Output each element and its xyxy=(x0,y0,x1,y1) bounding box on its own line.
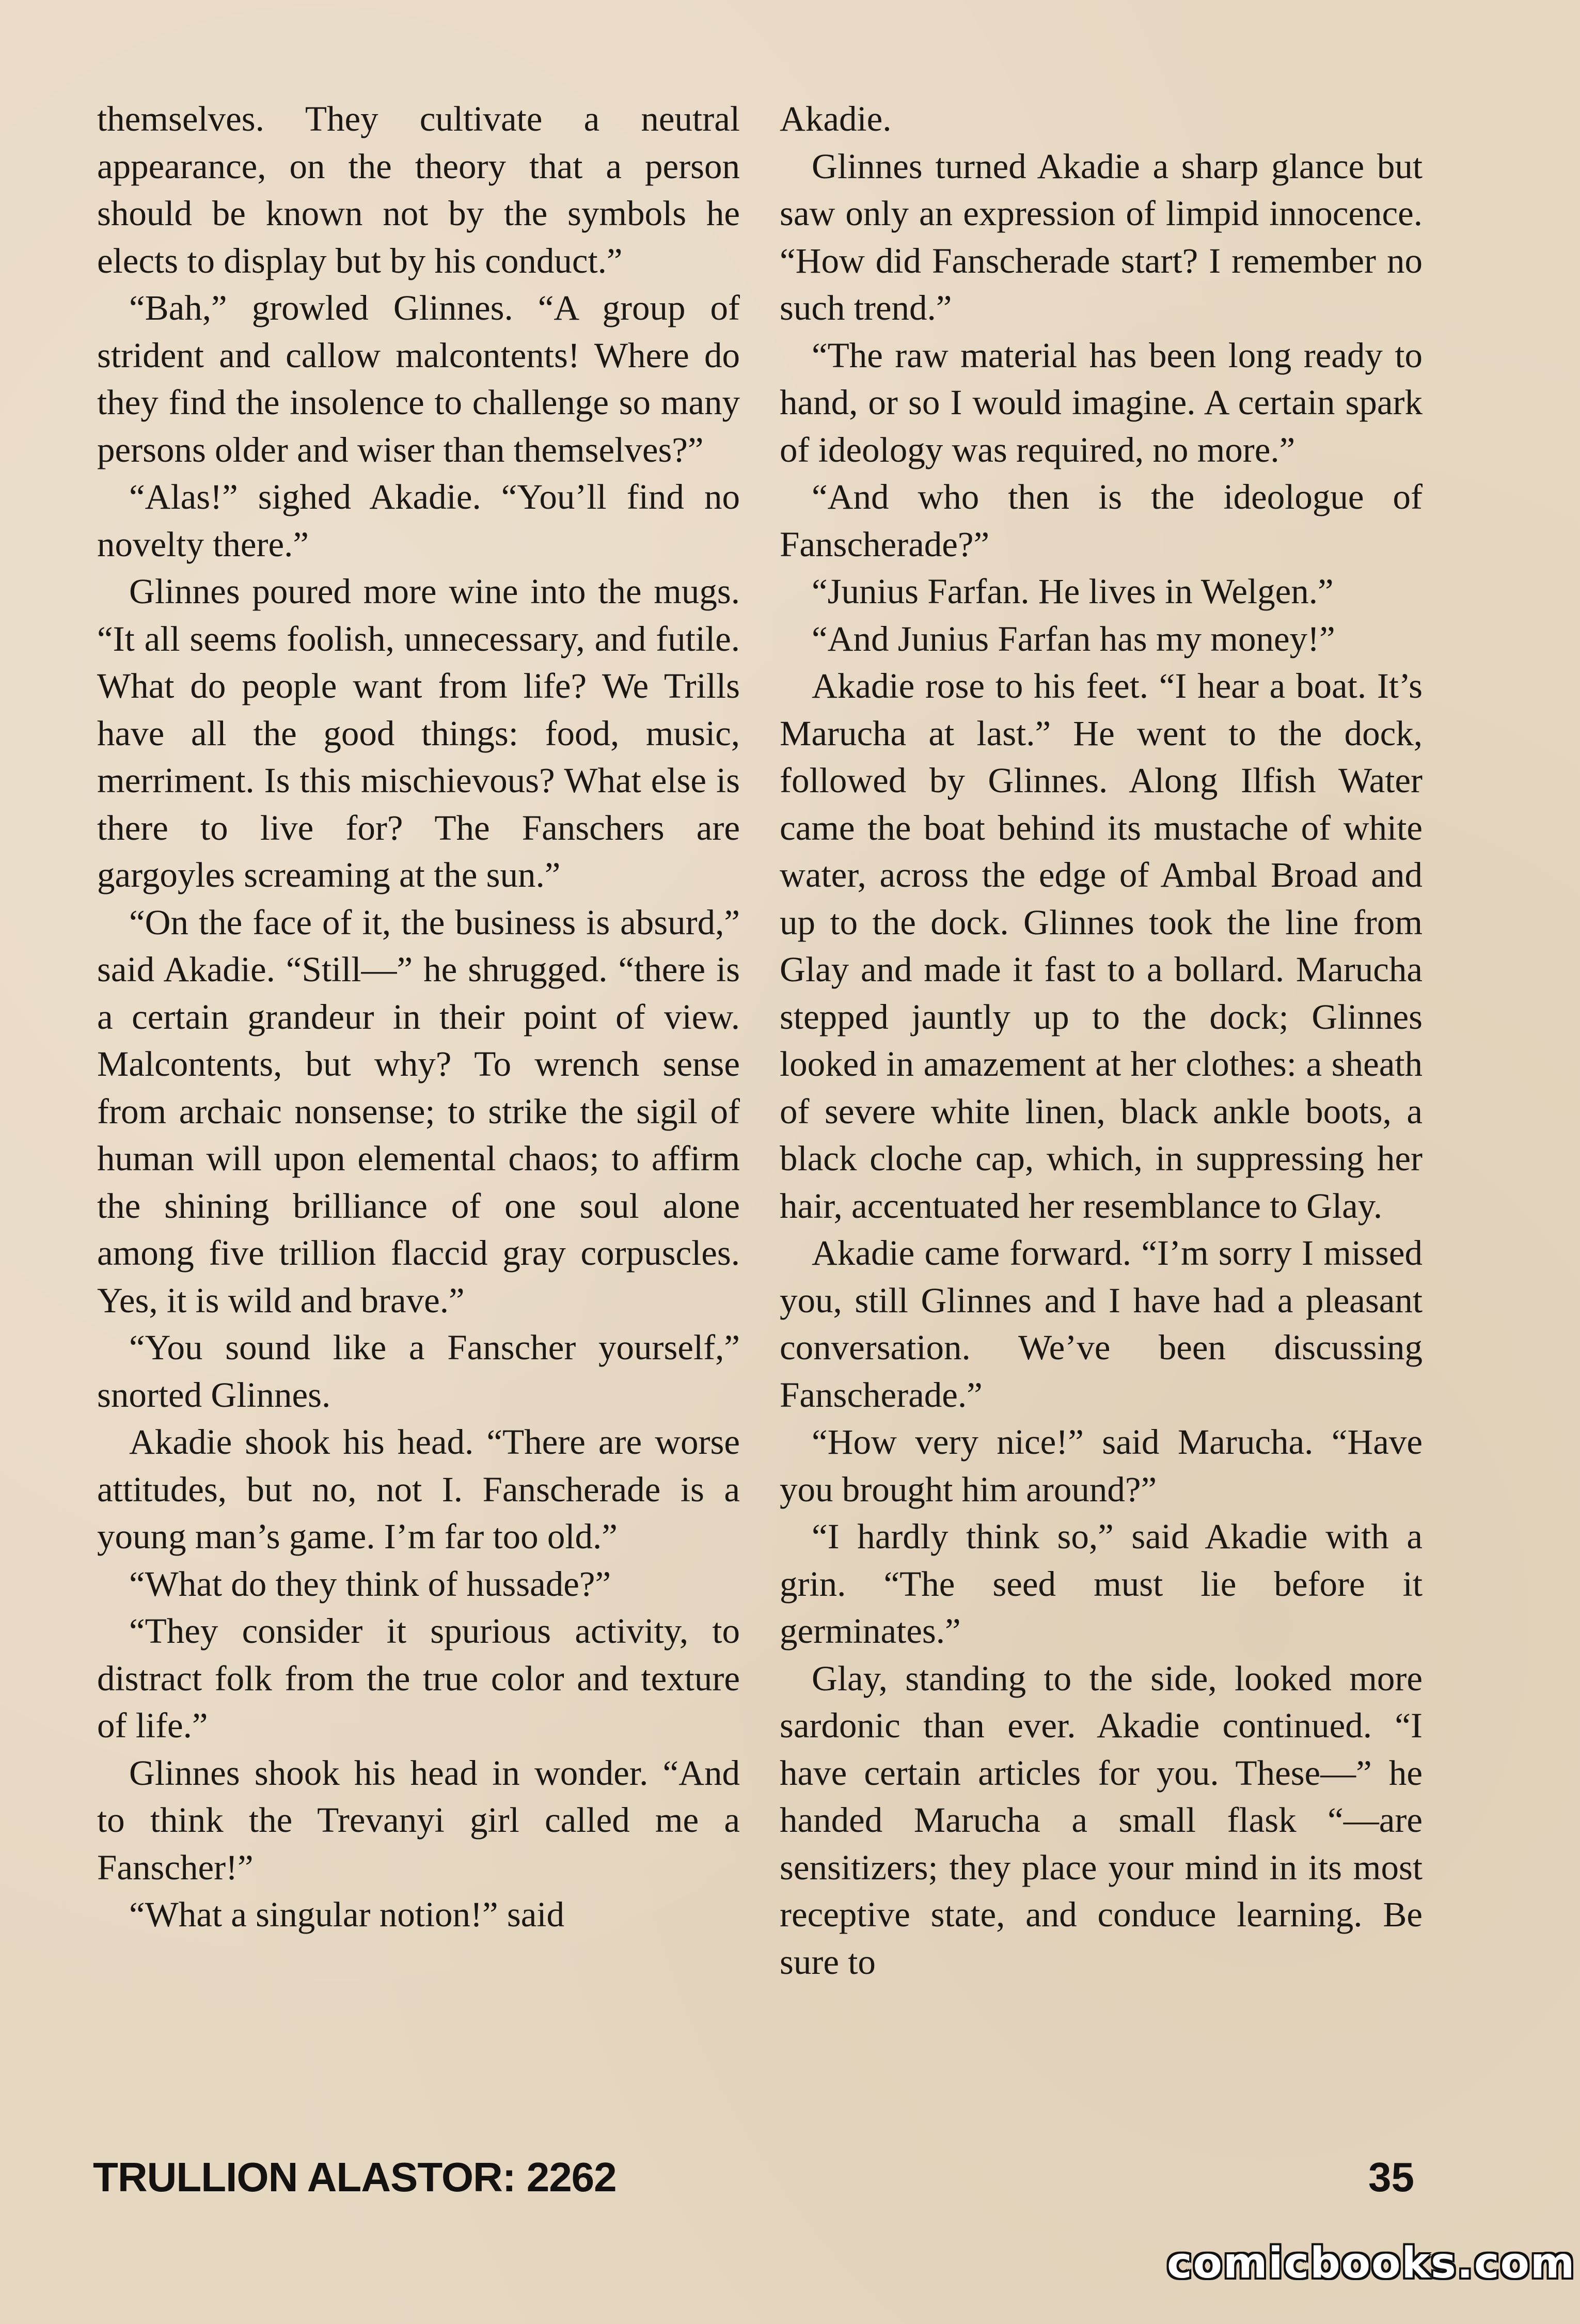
paragraph: Akadie rose to his feet. “I hear a boat. It’s Marucha at last.” He went to the dock, followed by Glinnes. Along Ilfish Water came the boat behind its mustache of white water, across the edge of Ambal Broad and up to the dock. Glinnes took the line from Glay and made it fast to a bollard. Marucha stepped jauntly up to the dock; Glinnes looked in amazement at her clothes: a sheath of severe white linen, black ankle boots, a black cloche cap, which, in suppressing her hair, accentuated her resemblance to Glay. xyxy=(780,666,1423,1226)
paragraph: “On the face of it, the business is absurd,” said Akadie. “Still—” he shrugged. “there is a certain grandeur in their point of view. Malcontents, but why? To wrench sense from archaic nonsense; to strike the sigil of human will upon elemental chaos; to affirm the shining brilliance of one soul alone among five trillion flaccid gray corpuscles. Yes, it is wild and brave.” xyxy=(97,902,740,1320)
paragraph: Akadie. xyxy=(780,99,892,138)
paragraph: “What a singular notion!” said xyxy=(129,1895,565,1934)
paragraph: “I hardly think so,” said Akadie with a grin. “The seed must lie before it germinates.” xyxy=(780,1517,1423,1651)
site-watermark: comicbooks.com xyxy=(1167,2239,1576,2288)
paragraph: “How very nice!” said Marucha. “Have you brought him around?” xyxy=(780,1422,1423,1509)
paragraph: “Junius Farfan. He lives in Welgen.” xyxy=(812,572,1334,611)
paragraph: Akadie shook his head. “There are worse attitudes, but no, not I. Fanscherade is a young man’s game. I’m far too old.” xyxy=(97,1422,740,1556)
paragraph: Akadie came forward. “I’m sorry I missed you, still Glinnes and I have had a pleasant conversation. We’ve been discussing Fanscherade.” xyxy=(780,1233,1423,1415)
paragraph: “They consider it spurious activity, to distract folk from the true color and texture of life.” xyxy=(97,1611,740,1745)
page-number: 35 xyxy=(1368,2154,1414,2200)
paragraph: Glinnes shook his head in wonder. “And to think the Trevanyi girl called me a Fanscher!” xyxy=(97,1753,740,1887)
paragraph: “The raw material has been long ready to hand, or so I would imagine. A certain spark of ideology was required, no more.” xyxy=(780,335,1423,469)
right-text-column xyxy=(780,96,1423,1986)
paragraph: Glinnes poured more wine into the mugs. “It all seems foolish, unnecessary, and futile. What do people want from life? We Trills have all the good things: food, music, merriment. Is this mischievous? What else is there to live for? The Fanschers are gargoyles screaming at the sun.” xyxy=(97,572,740,894)
paragraph: Glinnes turned Akadie a sharp glance but saw only an expression of limpid innocence. “How did Fanscherade start? I remember no such trend.” xyxy=(780,146,1423,327)
running-footer-title: TRULLION ALASTOR: 2262 xyxy=(93,2154,617,2200)
paragraph: themselves. They cultivate a neutral appearance, on the theory that a person should be known not by the symbols he elects to display but by his conduct.” xyxy=(97,99,740,280)
paragraph: “Alas!” sighed Akadie. “You’ll find no novelty there.” xyxy=(97,477,740,564)
paragraph: “And Junius Farfan has my money!” xyxy=(812,619,1335,658)
paragraph: Glay, standing to the side, looked more sardonic than ever. Akadie continued. “I have certain articles for you. These—” he handed Marucha a small flask “—are sensitizers; they place your mind in its most receptive state, and conduce learning. Be sure to xyxy=(780,1658,1423,1982)
left-text-column xyxy=(97,96,740,1939)
paragraph: “And who then is the ideologue of Fanscherade?” xyxy=(780,477,1423,564)
paragraph: “You sound like a Fanscher yourself,” snorted Glinnes. xyxy=(97,1328,740,1415)
paragraph: “What do they think of hussade?” xyxy=(129,1564,611,1604)
paragraph: “Bah,” growled Glinnes. “A group of strident and callow malcontents! Where do they find the insolence to challenge so many persons older and wiser than themselves?” xyxy=(97,288,740,469)
